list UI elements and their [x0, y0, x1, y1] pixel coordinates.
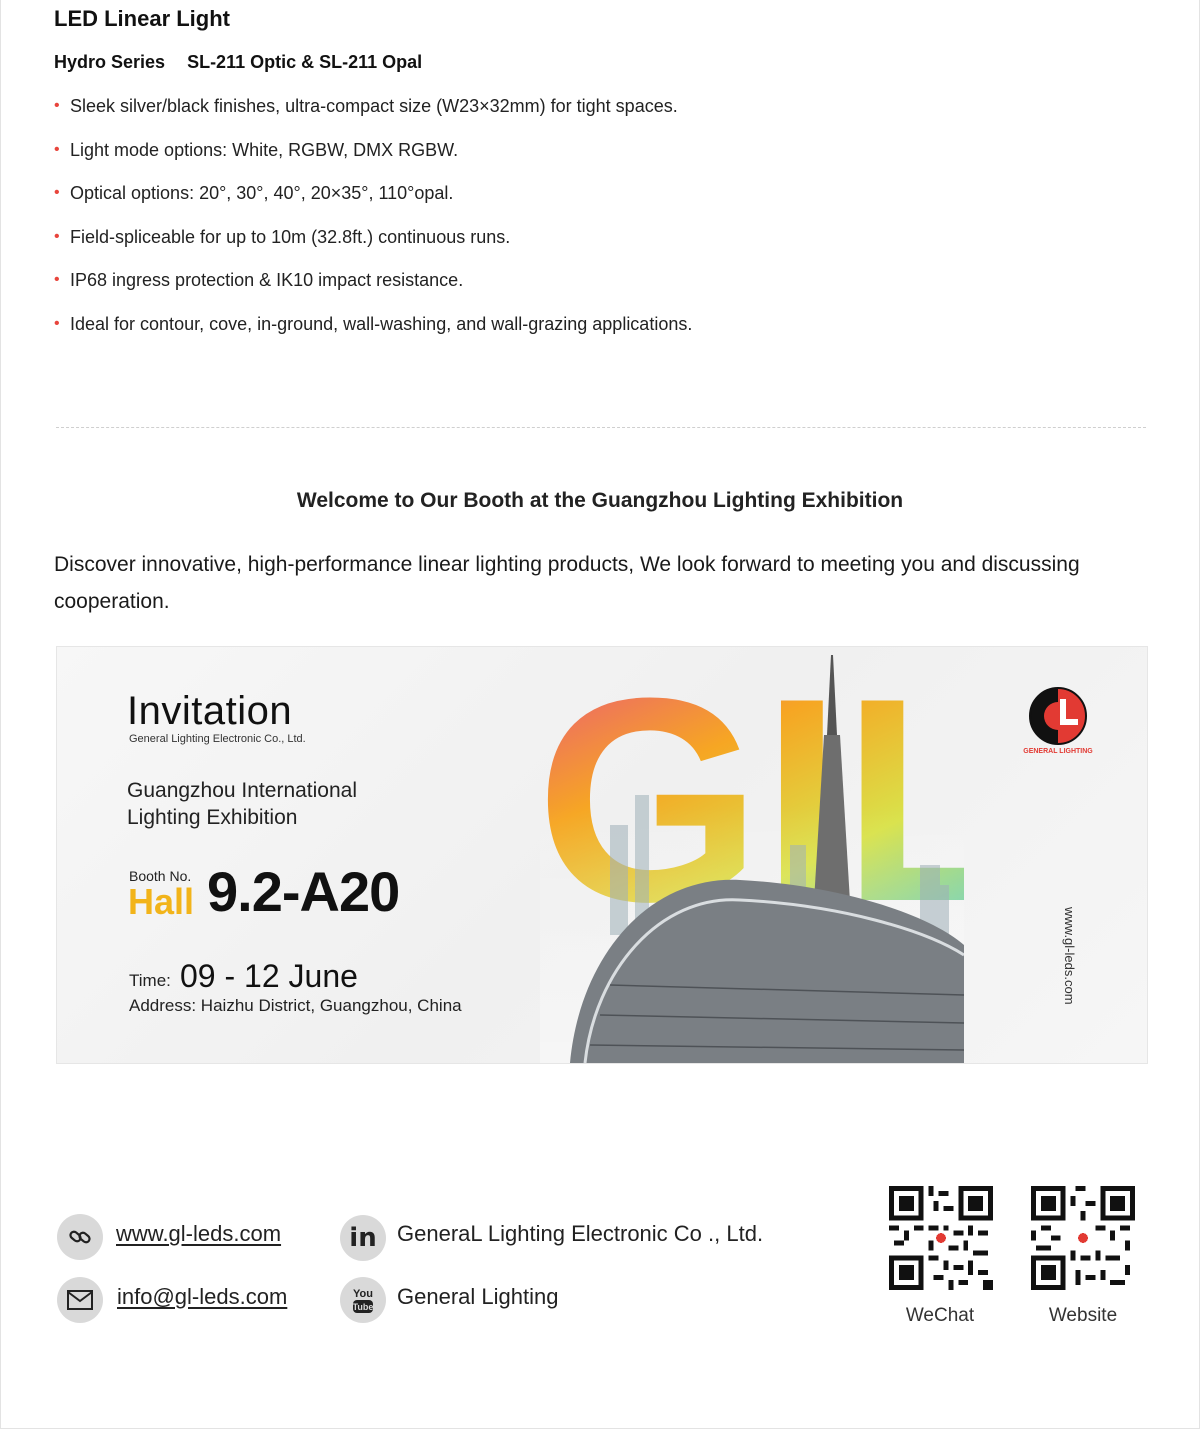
feature-item: • Ideal for contour, cove, in-ground, wall-washing, and wall-grazing applications. [54, 313, 693, 334]
bullet-dot-icon: • [54, 184, 60, 202]
time-label: Time: [129, 971, 171, 990]
bullet-dot-icon: • [54, 227, 60, 245]
email-link[interactable]: info@gl-leds.com [117, 1284, 288, 1309]
welcome-heading: Welcome to Our Booth at the Guangzhou Lighting Exhibition [296, 489, 904, 512]
address: Address: Haizhu District, Guangzhou, China [129, 996, 462, 1015]
product-model: SL-211 Optic & SL-211 Opal [187, 52, 423, 72]
youtube-icon [340, 1277, 386, 1323]
feature-item: • Sleek silver/black finishes, ultra-compact size (W23×32mm) for tight spaces. [54, 96, 678, 116]
logo-text: GENERAL LIGHTING [1023, 748, 1093, 755]
bullet-dot-icon: • [54, 140, 60, 158]
booth-number: 9.2-A20 [207, 860, 400, 923]
bullet-dot-icon: • [54, 271, 60, 289]
wechat-label: WeChat [905, 1305, 975, 1326]
linkedin-icon: in [340, 1215, 386, 1261]
wechat-qr-code [889, 1186, 993, 1290]
invitation-company: General Lighting Electronic Co., Ltd. [129, 733, 306, 745]
svg-text:You: You [353, 1288, 373, 1300]
section-divider [56, 427, 1146, 428]
youtube-channel[interactable]: General Lighting [397, 1284, 559, 1309]
intro-paragraph: Discover innovative, high-performance linear lighting products, We look forward to meeting you and discussing cooperation. [54, 553, 1080, 613]
website-qr-code [1031, 1186, 1135, 1290]
website-link[interactable]: www.gl-leds.com [116, 1221, 282, 1246]
link-icon [57, 1214, 103, 1260]
svg-text:Tube: Tube [352, 1302, 374, 1312]
vertical-website: www.gl-leds.com [1062, 907, 1077, 1005]
booth-label: Booth No. [129, 868, 192, 884]
invitation-title: Invitation [127, 689, 293, 733]
exhibition-name: Guangzhou International Lighting Exhibition [127, 779, 358, 829]
website-qr-label: Website [1048, 1305, 1118, 1326]
feature-item: • Light mode options: White, RGBW, DMX RGBW. [54, 139, 459, 160]
product-title: LED Linear Light [54, 6, 230, 31]
product-subtitle [54, 52, 422, 73]
feature-item: • Field-spliceable for up to 10m (32.8ft.) continuous runs. [54, 226, 511, 247]
bullet-dot-icon: • [54, 97, 60, 114]
time-value: 09 - 12 June [180, 958, 358, 994]
general-lighting-logo [1027, 685, 1089, 747]
hall-label: Hall [128, 881, 195, 922]
feature-item: • IP68 ingress protection & IK10 impact resistance. [54, 270, 464, 291]
mail-icon [57, 1277, 103, 1323]
feature-item: • Optical options: 20°, 30°, 40°, 20×35°, 110°opal. [54, 183, 454, 204]
feature-list [54, 94, 692, 356]
invitation-banner[interactable] [56, 646, 1148, 1064]
product-series: Hydro Series [54, 52, 166, 72]
linkedin-name[interactable]: GeneraL Lighting Electronic Co ., Ltd. [397, 1221, 764, 1246]
gile-artwork [540, 655, 964, 1063]
bullet-dot-icon: • [54, 314, 60, 332]
